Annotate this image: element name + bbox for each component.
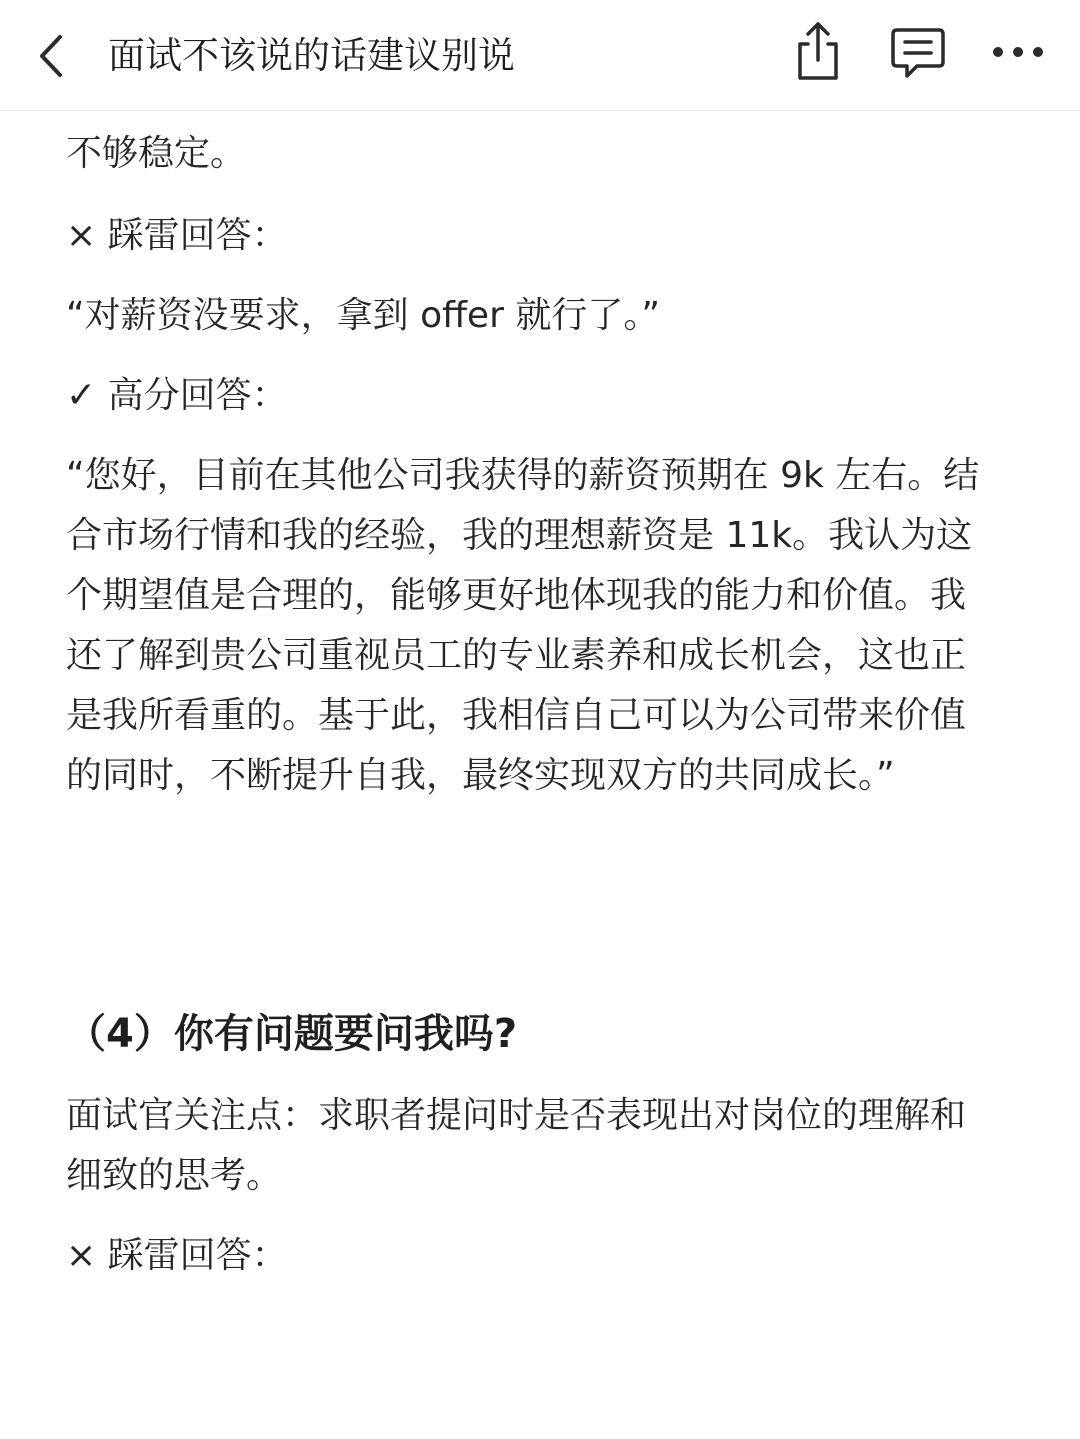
previous-paragraph-tail: 不够稳定。	[66, 133, 247, 174]
bad-answer-text: “对薪资没要求，拿到 offer 就行了。”	[66, 295, 660, 336]
section-heading: （4）你有问题要问我吗?	[66, 1011, 518, 1057]
comment-button[interactable]	[886, 20, 950, 84]
good-answer-label: ✓ 高分回答：	[66, 375, 288, 416]
more-icon	[990, 44, 1046, 60]
top-navigation-bar	[0, 0, 1080, 111]
chevron-left-icon	[36, 33, 66, 79]
back-button[interactable]	[26, 28, 76, 84]
page-title: 面试不该说的话建议别说	[108, 34, 515, 77]
share-button[interactable]	[786, 20, 850, 84]
bad-answer-label: × 踩雷回答：	[66, 1235, 288, 1276]
comment-icon	[889, 24, 947, 80]
interviewer-focus-text: 面试官关注点：求职者提问时是否表现出对岗位的理解和细致的思考。	[66, 1095, 967, 1196]
good-answer-text: “您好，目前在其他公司我获得的薪资预期在 9k 左右。结合市场行情和我的经验，我的理想薪资是 11k。我认为这个期望值是合理的，能够更好地体现我的能力和价值。我还了解到贵公司重视员工的专业素养和成长机会，这也正是我所看重的。基于此，我相信自己可以为公司带来价值的同时，不断提升自我，最终实现双方的共同成长。”	[66, 455, 980, 796]
share-icon	[790, 20, 846, 84]
more-button[interactable]	[986, 20, 1050, 84]
bad-answer-label: × 踩雷回答：	[66, 215, 288, 256]
